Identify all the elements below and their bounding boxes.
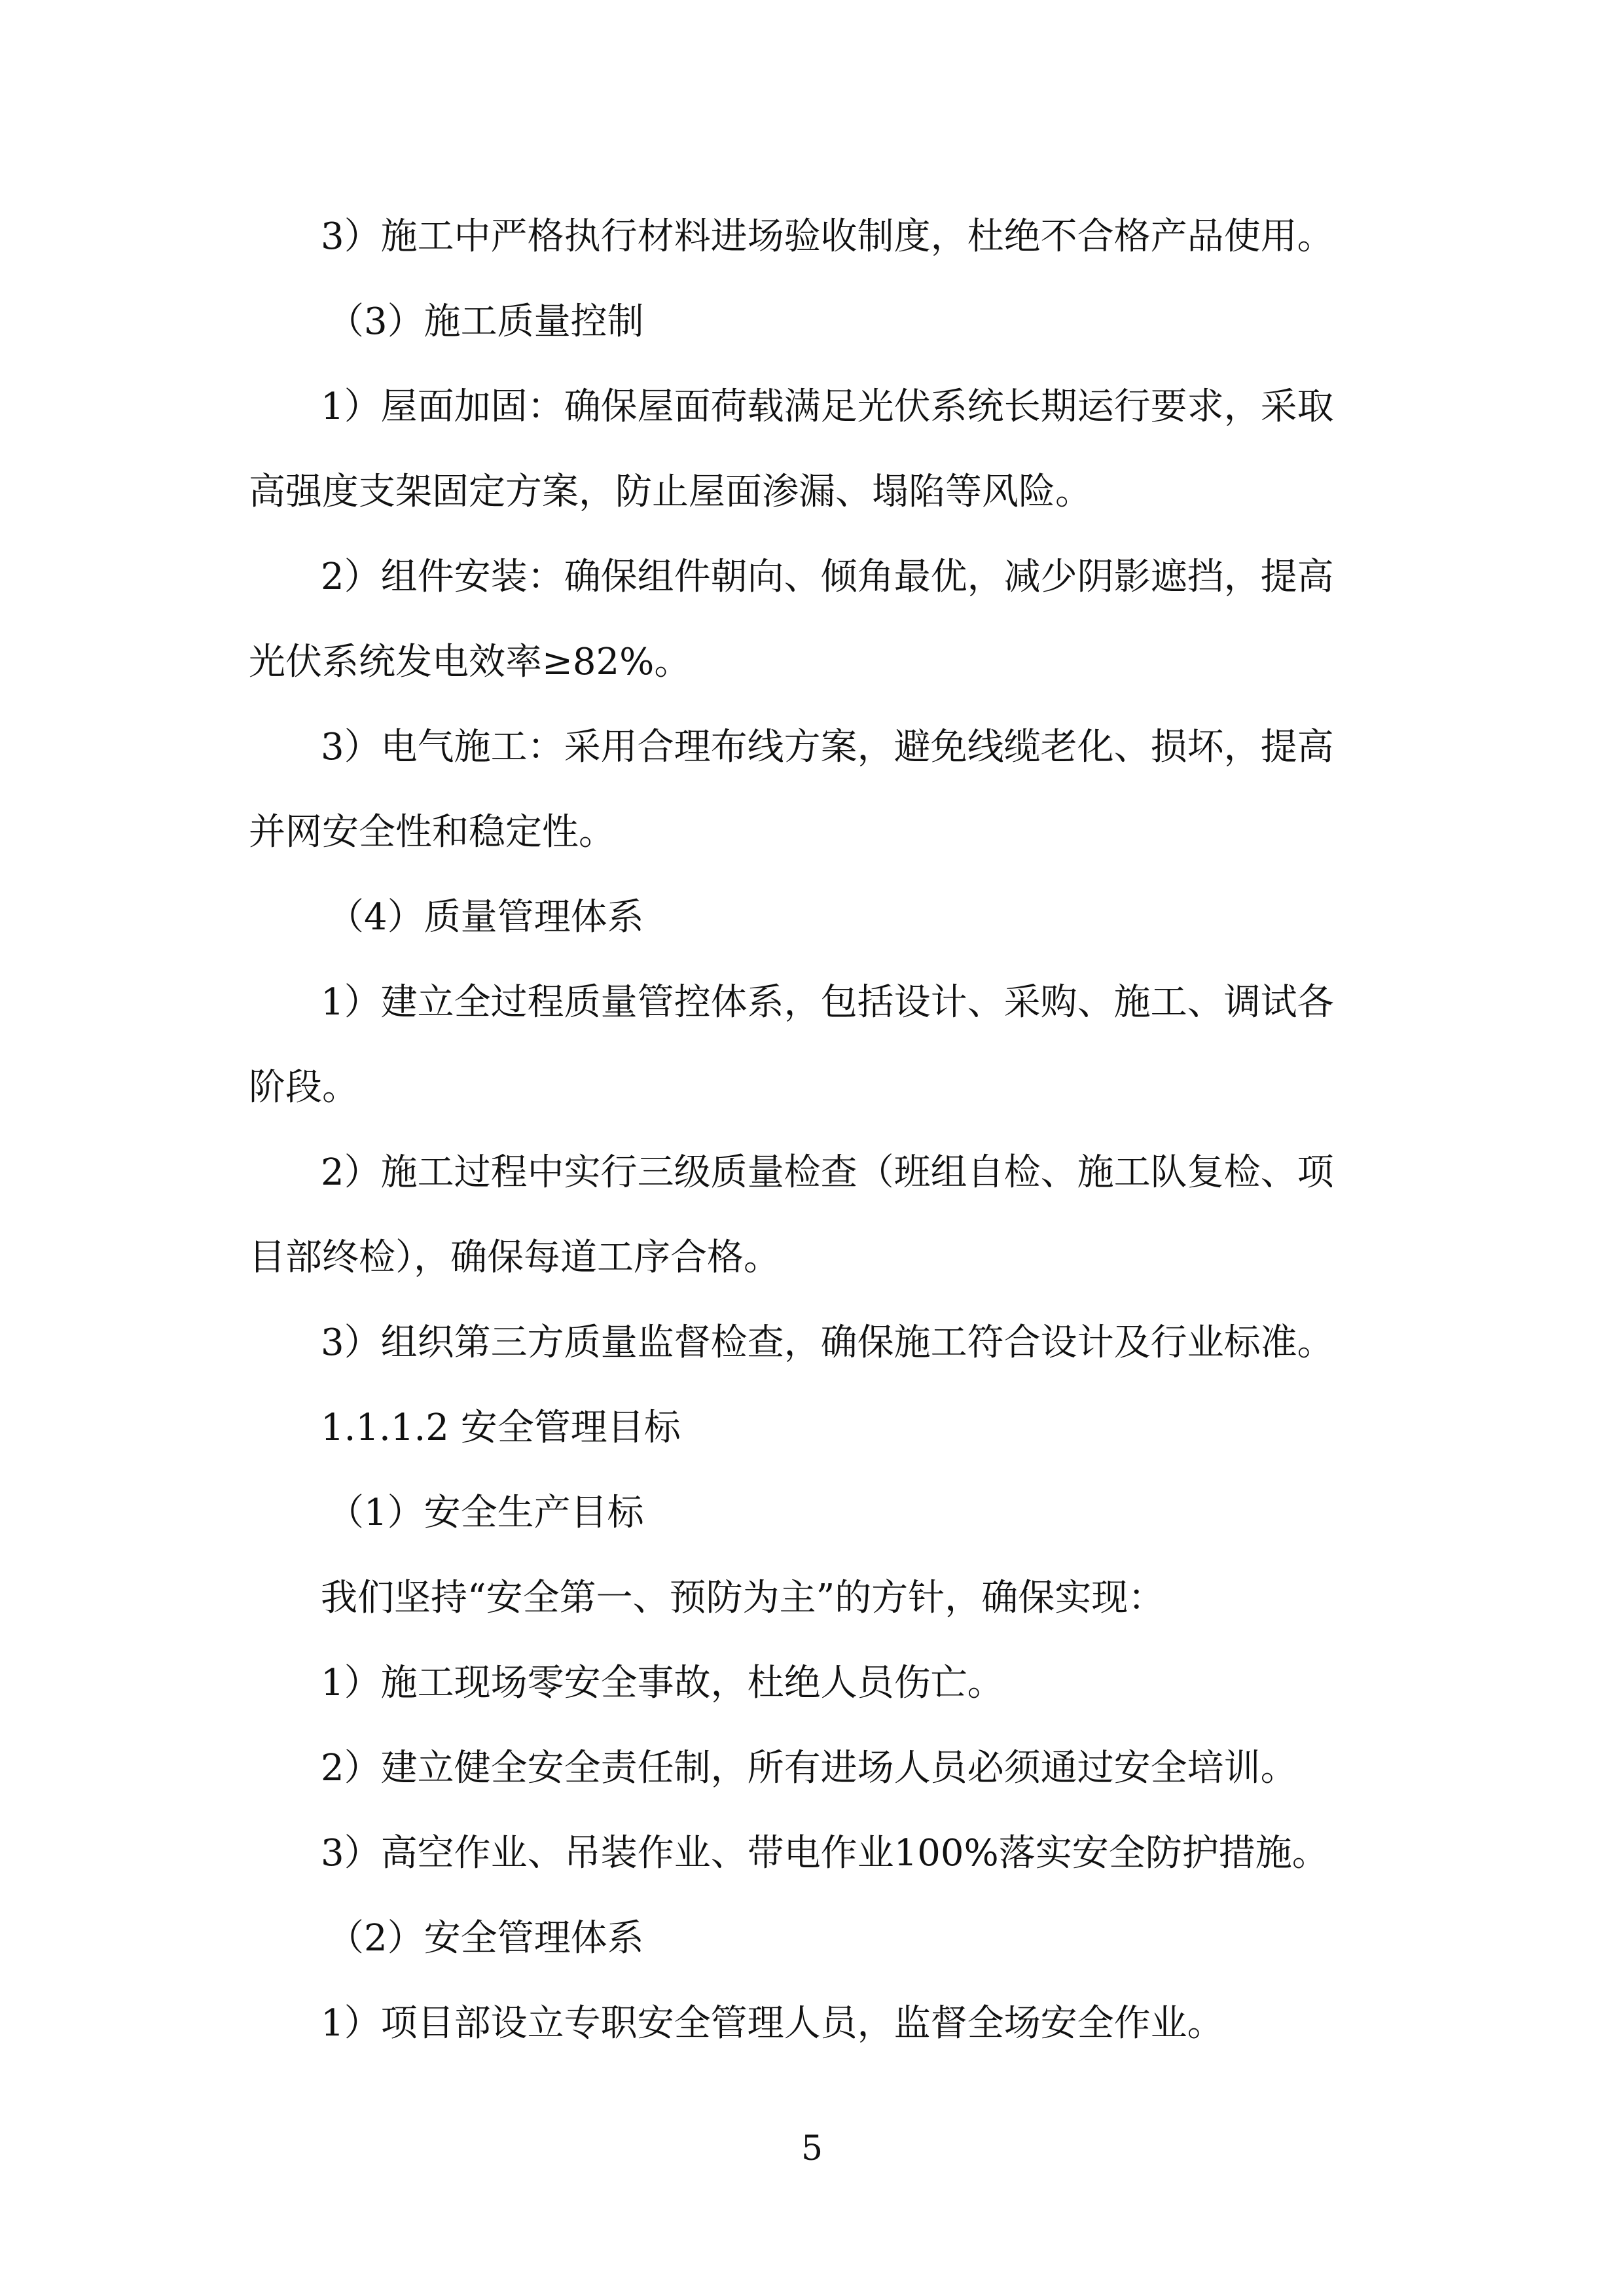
paragraph-line: 1）建立全过程质量管控体系，包括设计、采购、施工、调试各 — [321, 981, 1334, 1024]
section-heading: （2）安全管理体系 — [327, 1917, 644, 1960]
section-heading: （1）安全生产目标 — [327, 1492, 644, 1534]
paragraph-line: 3）施工中严格执行材料进场验收制度，杜绝不合格产品使用。 — [321, 215, 1334, 258]
paragraph-line: 我们坚持“安全第一、预防为主”的方针，确保实现： — [321, 1577, 1165, 1619]
paragraph-line: 并网安全性和稳定性。 — [249, 811, 615, 853]
paragraph-line: 3）高空作业、吊装作业、带电作业100%落实安全防护措施。 — [321, 1832, 1329, 1874]
paragraph-line: 2）施工过程中实行三级质量检查（班组自检、施工队复检、项 — [321, 1151, 1334, 1194]
paragraph-line: 3）电气施工：采用合理布线方案，避免线缆老化、损坏，提高 — [321, 726, 1334, 768]
section-heading: 1.1.1.2 安全管理目标 — [321, 1407, 681, 1449]
paragraph-line: 2）建立健全安全责任制，所有进场人员必须通过安全培训。 — [321, 1747, 1297, 1789]
paragraph-line: 高强度支架固定方案，防止屋面渗漏、塌陷等风险。 — [249, 471, 1092, 513]
paragraph-line: 1）施工现场零安全事故，杜绝人员伤亡。 — [321, 1662, 1004, 1704]
page-number: 5 — [801, 2129, 823, 2168]
section-heading: （3）施工质量控制 — [327, 300, 644, 343]
paragraph-line: 光伏系统发电效率≥82%。 — [249, 641, 691, 683]
paragraph-line: 目部终检），确保每道工序合格。 — [249, 1236, 780, 1279]
paragraph-line: 1）屋面加固：确保屋面荷载满足光伏系统长期运行要求，采取 — [321, 386, 1334, 428]
paragraph-line: 1）项目部设立专职安全管理人员，监督全场安全作业。 — [321, 2002, 1224, 2045]
paragraph-line: 2）组件安装：确保组件朝向、倾角最优，减少阴影遮挡，提高 — [321, 556, 1334, 598]
paragraph-line: 阶段。 — [249, 1066, 359, 1109]
section-heading: （4）质量管理体系 — [327, 896, 644, 939]
paragraph-line: 3）组织第三方质量监督检查，确保施工符合设计及行业标准。 — [321, 1321, 1334, 1364]
